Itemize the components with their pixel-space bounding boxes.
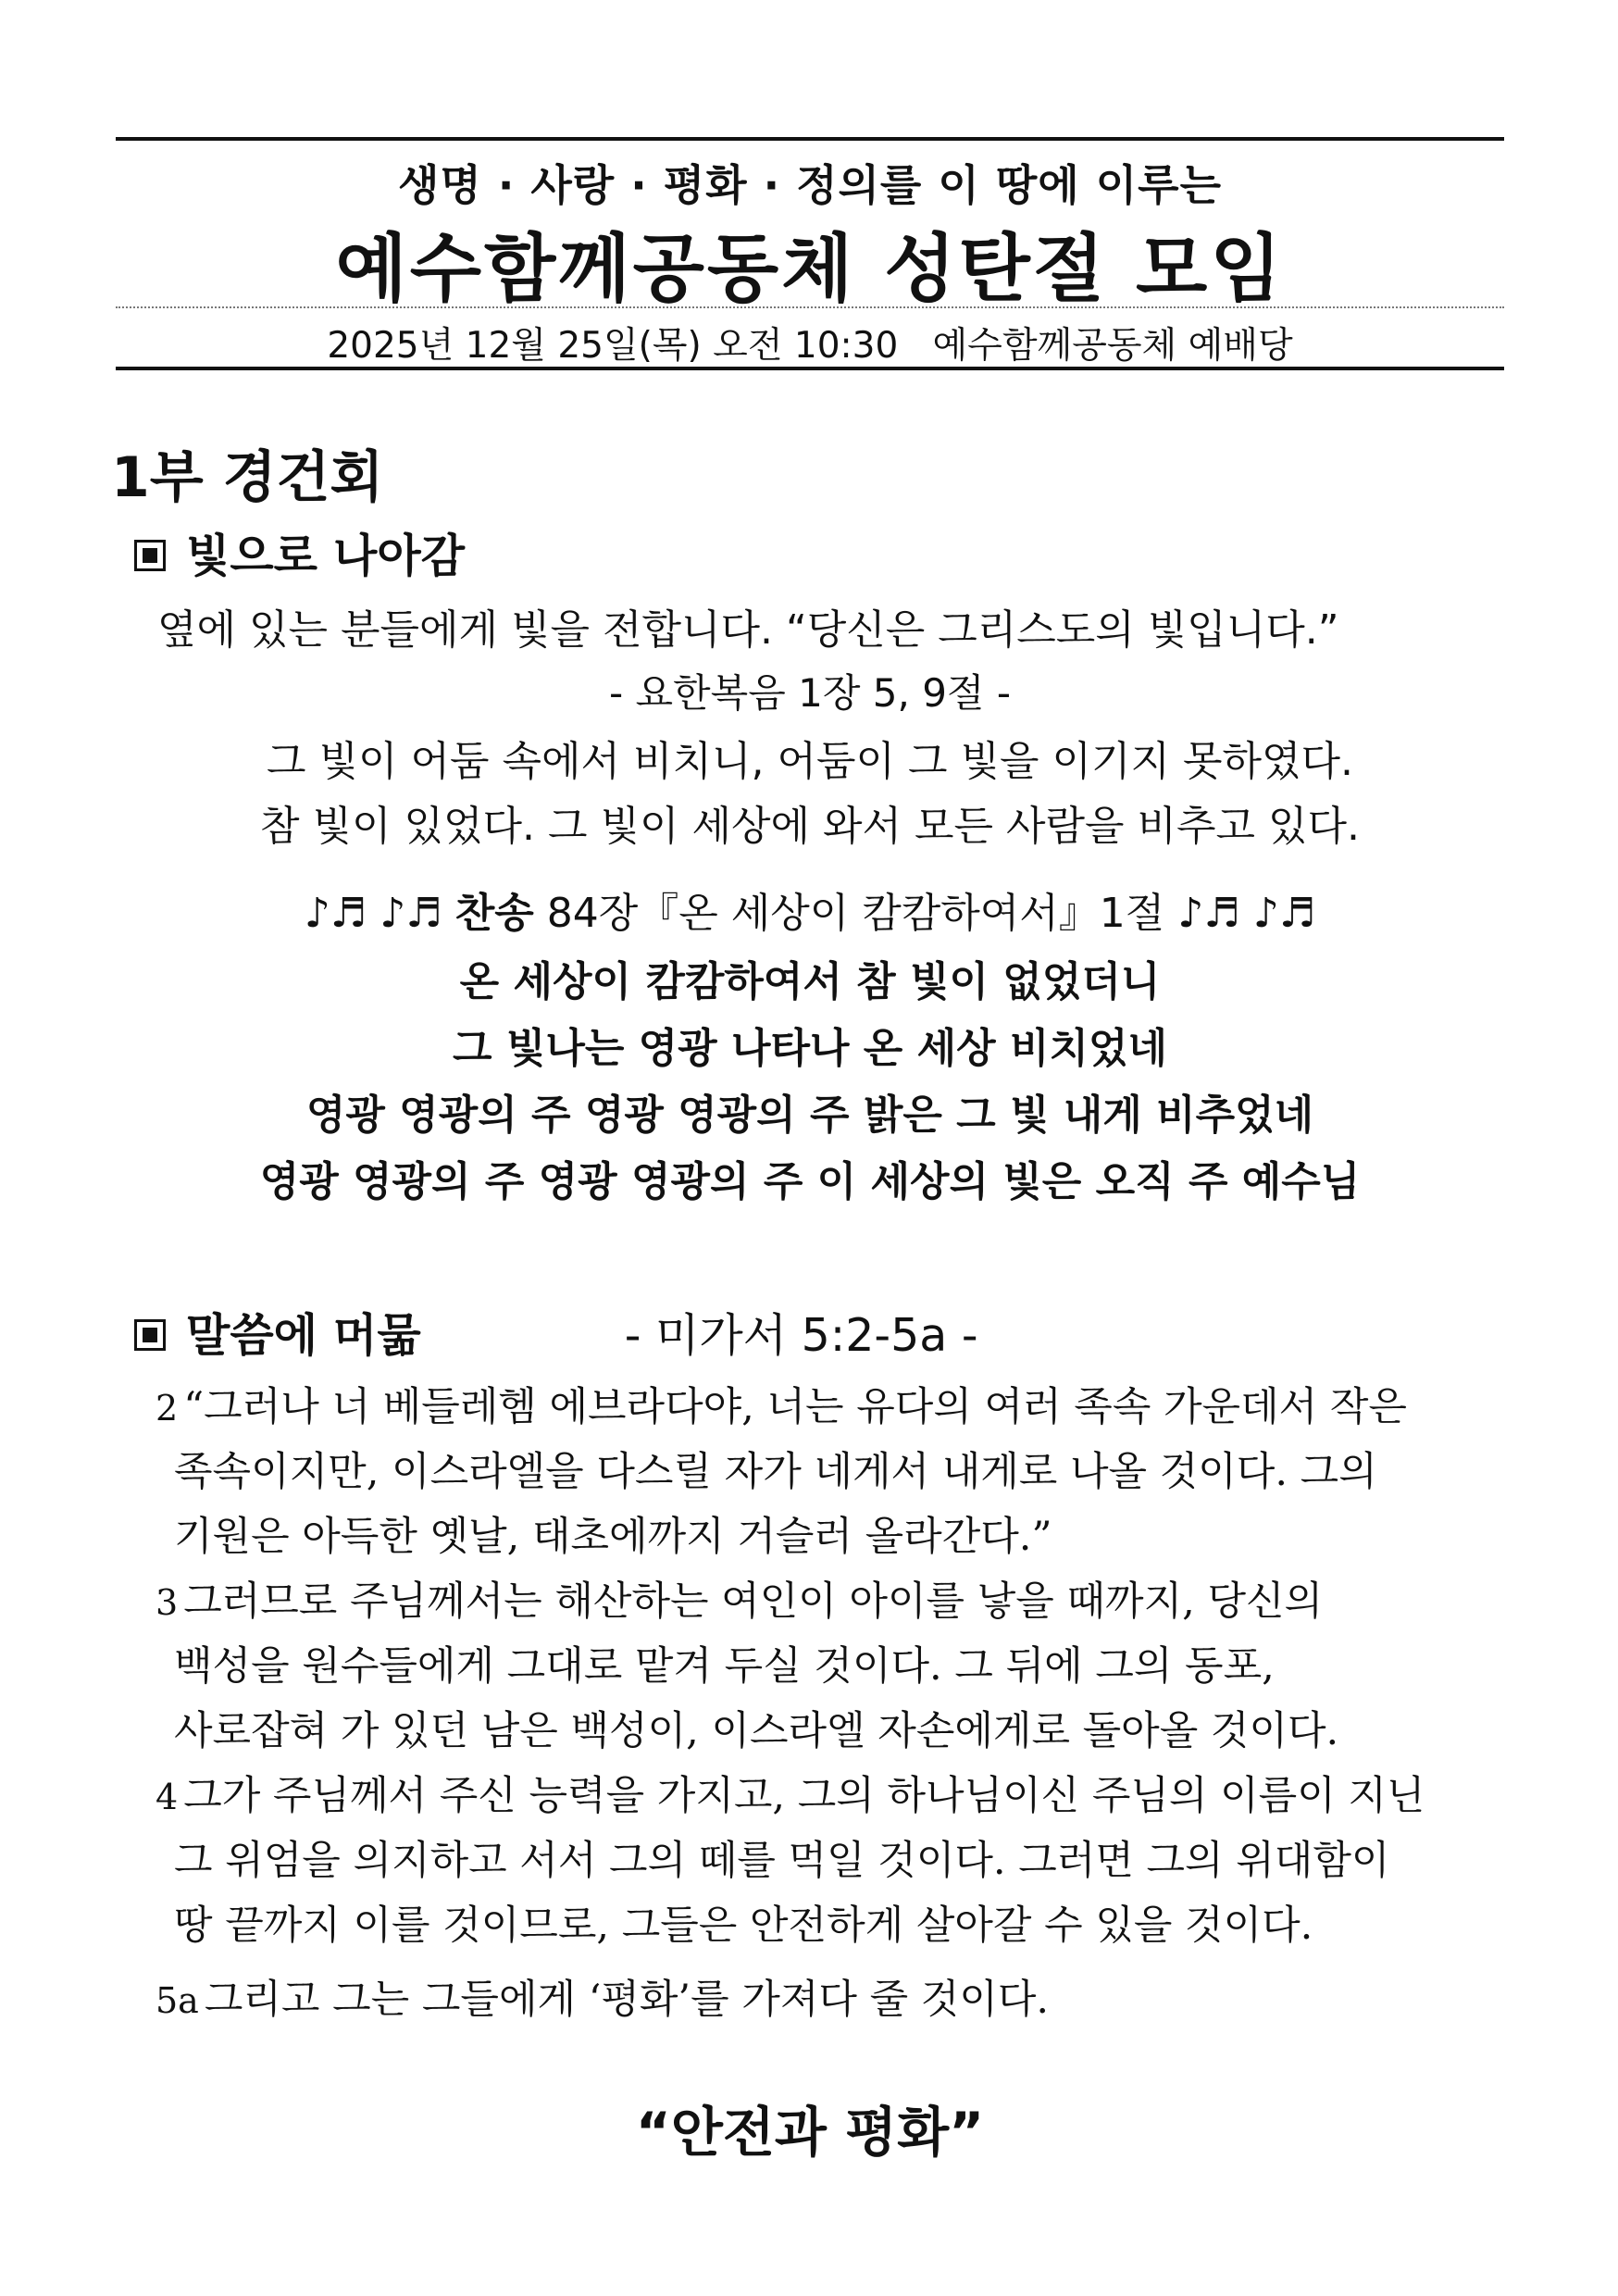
music-notes-icon: ♪♬ ♪♬ — [1177, 890, 1316, 937]
verse-line: 땅 끝까지 이를 것이므로, 그들은 안전하게 살아갈 수 있을 것이다. — [174, 1903, 1313, 1949]
header-dotted-rule — [116, 306, 1504, 308]
hymn-title: 84장『온 세상이 캄캄하여서』1절 — [533, 890, 1178, 937]
hymn-lyric-line: 영광 영광의 주 영광 영광의 주 밝은 그 빛 내게 비추었네 — [305, 1092, 1314, 1139]
header-subtitle: 생명 · 사랑 · 평화 · 정의를 이 땅에 이루는 — [397, 160, 1223, 210]
verse-line: 4 그가 주님께서 주신 능력을 가지고, 그의 하나님이신 주님의 이름이 지닌 — [156, 1773, 1425, 1819]
verse-line: 5a 그리고 그는 그들에게 ‘평화’를 가져다 줄 것이다. — [156, 1977, 1050, 2023]
square-bullet-icon — [134, 1319, 166, 1351]
verse-number: 4 — [156, 1777, 179, 1817]
header-date-place: 2025년 12월 25일(목) 오전 10:30 예수함께공동체 예배당 — [327, 325, 1293, 367]
hymn-lyric-line: 영광 영광의 주 영광 영광의 주 이 세상의 빛은 오직 주 예수님 — [259, 1158, 1361, 1205]
verse-line: 기원은 아득한 옛날, 태초에까지 거슬러 올라간다.” — [174, 1514, 1052, 1560]
verse-line: 백성을 원수들에게 그대로 맡겨 두실 것이다. 그 뒤에 그의 동포, — [174, 1643, 1275, 1690]
header-title: 예수함께공동체 성탄절 모임 — [335, 226, 1285, 312]
verse-number: 3 — [156, 1582, 179, 1623]
part-title: 1부 경건회 — [111, 445, 384, 510]
section-title: 빛으로 나아감 — [186, 530, 466, 582]
hymn-lyric-line: 온 세상이 캄캄하여서 참 빛이 없었더니 — [459, 958, 1161, 1005]
verse-number: 2 — [156, 1388, 179, 1429]
section-heading-word — [134, 1300, 978, 1365]
verse-number: 5a — [156, 1980, 199, 2021]
scripture-line-1: 그 빛이 어둠 속에서 비치니, 어둠이 그 빛을 이기지 못하였다. — [267, 738, 1353, 785]
section-title: 말씀에 머묾 — [186, 1309, 421, 1362]
verse-line: 족속이지만, 이스라엘을 다스릴 자가 네게서 내게로 나올 것이다. 그의 — [174, 1449, 1377, 1495]
verse-line: 사로잡혀 가 있던 남은 백성이, 이스라엘 자손에게로 돌아올 것이다. — [174, 1708, 1339, 1754]
sermon-title: “안전과 평화” — [635, 2101, 985, 2164]
hymn-lyric-line: 그 빛나는 영광 나타나 온 세상 비치었네 — [453, 1025, 1167, 1072]
scripture-reference: - 요한복음 1장 5, 9절 - — [608, 670, 1011, 716]
music-notes-icon: ♪♬ ♪♬ — [304, 890, 455, 937]
hymn-heading — [116, 880, 1504, 939]
scripture-line-2: 참 빛이 있었다. 그 빛이 세상에 와서 모든 사람을 비추고 있다. — [260, 803, 1360, 850]
hymn-label: 찬송 — [454, 890, 534, 937]
verse-line: 2 “그러나 너 베들레헴 에브라다야, 너는 유다의 여러 족속 가운데서 작은 — [156, 1384, 1407, 1430]
header-bottom-rule — [116, 367, 1504, 370]
section-heading-light — [134, 520, 465, 585]
header-top-rule — [116, 137, 1504, 141]
intro-text: 옆에 있는 분들에게 빛을 전합니다. “당신은 그리스도의 빛입니다.” — [157, 606, 1339, 654]
verse-line: 그 위엄을 의지하고 서서 그의 떼를 먹일 것이다. 그러면 그의 위대함이 — [174, 1838, 1390, 1884]
square-bullet-icon — [134, 540, 166, 571]
scripture-reference: - 미가서 5:2-5a - — [624, 1309, 978, 1362]
verse-line: 3 그러므로 주님께서는 해산하는 여인이 아이를 낳을 때까지, 당신의 — [156, 1578, 1324, 1625]
